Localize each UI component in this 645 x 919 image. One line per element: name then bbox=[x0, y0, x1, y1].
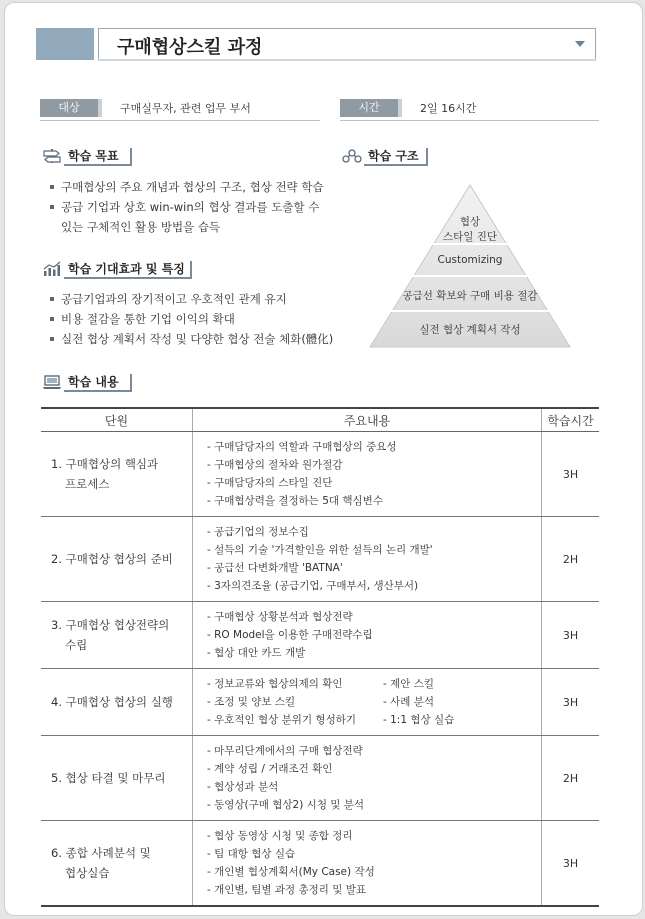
content-item: - 구매협상의 절차와 원가절감 bbox=[207, 459, 343, 471]
column-header-content: 주요내용 bbox=[193, 408, 542, 432]
list-item: 실전 협상 계획서 작성 및 다양한 협상 전술 체화(體化) bbox=[48, 329, 348, 349]
contents-heading bbox=[42, 372, 142, 392]
hours-cell: 3H bbox=[542, 669, 600, 736]
goals-list bbox=[48, 177, 338, 237]
unit-label: 5. 협상 타결 및 마무리 bbox=[51, 771, 166, 785]
list-item: 공급기업과의 장기적이고 우호적인 관계 유지 bbox=[48, 289, 348, 309]
content-item: - 협상 대안 카드 개발 bbox=[207, 647, 306, 659]
content-item: - 조정 및 양보 스킬 bbox=[207, 696, 296, 708]
content-item: - 개인별 협상계획서(My Case) 작성 bbox=[207, 866, 375, 878]
hours-cell: 2H bbox=[542, 517, 600, 602]
unit-cell bbox=[41, 517, 193, 602]
network-icon bbox=[342, 148, 362, 164]
unit-cell bbox=[41, 821, 193, 907]
unit-cell bbox=[41, 736, 193, 821]
content-item: - 협상성과 분석 bbox=[207, 781, 279, 793]
table-row bbox=[41, 432, 599, 517]
content-cell bbox=[193, 821, 542, 907]
content-item: - 1:1 협상 실습 bbox=[383, 714, 455, 726]
heading-underline bbox=[64, 164, 130, 166]
content-cell bbox=[193, 602, 542, 669]
content-item-pair bbox=[207, 693, 541, 711]
page-title: 구매협상스킬 과정 bbox=[117, 37, 263, 58]
hours-cell: 3H bbox=[542, 821, 600, 907]
table-row bbox=[41, 736, 599, 821]
content-item: - 구매담당자의 스타일 진단 bbox=[207, 477, 333, 489]
unit-label: 4. 구매협상 협상의 실행 bbox=[51, 695, 173, 709]
unit-cell bbox=[41, 432, 193, 517]
goals-heading-label: 학습 목표 bbox=[68, 149, 119, 163]
table-row bbox=[41, 517, 599, 602]
content-item: - 팀 대항 협상 실습 bbox=[207, 848, 296, 860]
heading-underline bbox=[64, 390, 130, 392]
goals-heading bbox=[42, 146, 142, 166]
list-item: 구매협상의 주요 개념과 협상의 구조, 협상 전략 학습 bbox=[48, 177, 338, 197]
content-item: - 동영상(구매 협상2) 시청 및 분석 bbox=[207, 799, 365, 811]
content-cell bbox=[193, 432, 542, 517]
pyramid-level-3: 공급선 확보와 구매 비용 절감 bbox=[402, 290, 538, 302]
target-value: 구매실무자, 관련 업무 부서 bbox=[120, 102, 251, 115]
heading-tick bbox=[426, 148, 428, 166]
structure-heading bbox=[342, 146, 442, 166]
chart-icon bbox=[42, 261, 62, 277]
content-item-pair bbox=[207, 711, 541, 729]
content-item: - 계약 성립 / 거래조건 확인 bbox=[207, 763, 333, 775]
heading-tick bbox=[130, 374, 132, 392]
table-row bbox=[41, 821, 599, 907]
table-row bbox=[41, 669, 599, 736]
content-item: - 공급기업의 정보수집 bbox=[207, 526, 309, 538]
hours-cell: 3H bbox=[542, 432, 600, 517]
hours-cell: 3H bbox=[542, 602, 600, 669]
column-header-hours: 학습시간 bbox=[542, 408, 600, 432]
content-cell bbox=[193, 669, 542, 736]
unit-label: 프로세스 bbox=[65, 477, 110, 491]
list-item bbox=[48, 217, 338, 237]
unit-label: 3. 구매협상 협상전략의 bbox=[51, 618, 170, 632]
laptop-icon bbox=[42, 374, 62, 390]
content-item: - 설득의 기술 '가격할인을 위한 설득의 논리 개발' bbox=[207, 544, 433, 556]
divider bbox=[40, 120, 320, 121]
chevron-down-icon[interactable] bbox=[575, 41, 585, 47]
content-item: - RO Model을 이용한 구매전략수립 bbox=[207, 629, 373, 641]
target-tag: 대상 bbox=[40, 99, 98, 117]
title-accent-block bbox=[36, 28, 94, 60]
content-item: - 구매담당자의 역할과 구매협상의 중요성 bbox=[207, 441, 397, 453]
unit-label: 협상실습 bbox=[65, 866, 110, 880]
pyramid-level-4: 실전 협상 계획서 작성 bbox=[419, 324, 521, 336]
pyramid-level-1-line-1: 협상 bbox=[459, 216, 481, 228]
title-bar bbox=[36, 28, 596, 60]
content-item: - 개인별, 팀별 과정 총정리 및 발표 bbox=[207, 884, 367, 896]
heading-underline bbox=[64, 277, 190, 279]
info-row bbox=[40, 99, 600, 119]
signpost-icon bbox=[42, 148, 62, 164]
content-item: - 정보교류와 협상의제의 확인 bbox=[207, 678, 343, 690]
content-item: - 우호적인 협상 분위기 형성하기 bbox=[207, 714, 356, 726]
content-item: - 제안 스킬 bbox=[383, 678, 435, 690]
content-item: - 구매협상 상황분석과 협상전략 bbox=[207, 611, 353, 623]
table-header-row bbox=[41, 408, 599, 432]
time-tag: 시간 bbox=[340, 99, 398, 117]
effects-list bbox=[48, 289, 348, 349]
content-item: - 구매협상력을 결정하는 5대 핵심변수 bbox=[207, 495, 383, 507]
list-item: 비용 절감을 통한 기업 이익의 확대 bbox=[48, 309, 348, 329]
content-item: - 사례 분석 bbox=[383, 696, 435, 708]
unit-cell bbox=[41, 669, 193, 736]
heading-tick bbox=[130, 148, 132, 166]
list-item-continuation: 있는 구체적인 활용 방법을 습득 bbox=[61, 220, 221, 234]
effects-heading bbox=[42, 259, 202, 279]
pyramid-level-1-line-2: 스타일 진단 bbox=[442, 231, 498, 243]
time-value: 2일 16시간 bbox=[420, 102, 477, 115]
title-underline bbox=[98, 59, 596, 61]
heading-underline bbox=[364, 164, 426, 166]
heading-tick bbox=[190, 261, 192, 279]
course-table bbox=[41, 407, 599, 907]
content-item: - 마무리단계에서의 구매 협상전략 bbox=[207, 745, 363, 757]
content-cell bbox=[193, 736, 542, 821]
effects-heading-label: 학습 기대효과 및 특징 bbox=[68, 262, 185, 276]
unit-label: 2. 구매협상 협상의 준비 bbox=[51, 552, 173, 566]
title-box bbox=[98, 28, 596, 60]
content-item: - 3자의견조율 (공급기업, 구매부서, 생산부서) bbox=[207, 580, 419, 592]
contents-heading-label: 학습 내용 bbox=[68, 375, 119, 389]
structure-pyramid bbox=[368, 184, 572, 348]
unit-label: 수립 bbox=[65, 638, 88, 652]
content-item: - 협상 동영상 시청 및 종합 정리 bbox=[207, 830, 353, 842]
structure-heading-label: 학습 구조 bbox=[368, 149, 419, 163]
pyramid-level-2: Customizing bbox=[437, 254, 503, 266]
unit-cell bbox=[41, 602, 193, 669]
content-item-pair bbox=[207, 675, 541, 693]
divider bbox=[340, 120, 599, 121]
list-item: 공급 기업과 상호 win-win의 협상 결과를 도출할 수 bbox=[48, 197, 338, 217]
unit-label: 1. 구매협상의 핵심과 bbox=[51, 457, 159, 471]
hours-cell: 2H bbox=[542, 736, 600, 821]
table-row bbox=[41, 602, 599, 669]
content-cell bbox=[193, 517, 542, 602]
column-header-unit: 단원 bbox=[41, 408, 193, 432]
content-item: - 공급선 다변화개발 'BATNA' bbox=[207, 562, 343, 574]
unit-label: 6. 종합 사례분석 및 bbox=[51, 846, 151, 860]
